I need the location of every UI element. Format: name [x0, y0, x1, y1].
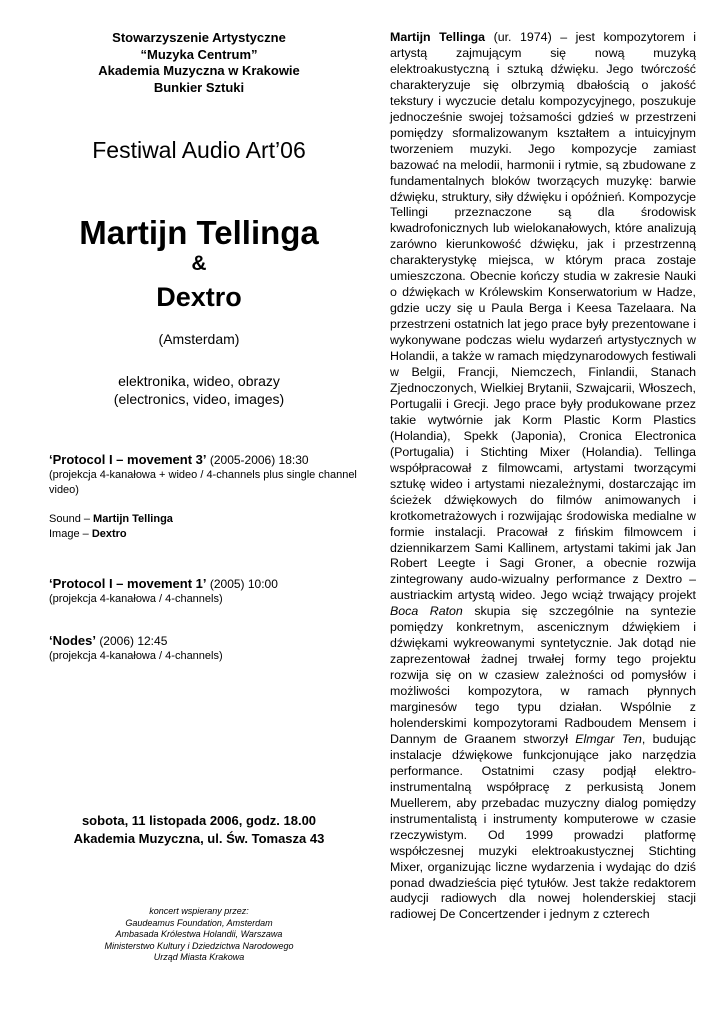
- work-details: (2005) 10:00: [209, 577, 278, 591]
- sound-name: Martijn Tellinga: [93, 513, 173, 525]
- work-title: ‘Protocol I – movement 3’: [49, 452, 207, 467]
- festival-title: Festiwal Audio Art’06: [92, 137, 306, 163]
- work-item: [49, 633, 358, 664]
- work-title: ‘Protocol I – movement 1’: [49, 576, 207, 591]
- organizers: [40, 30, 358, 96]
- genre: [40, 372, 358, 408]
- work-details: (2006) 12:45: [99, 634, 168, 648]
- right-column: [390, 30, 696, 923]
- genre-en: (electronics, video, images): [113, 391, 285, 407]
- sponsor: Ministerstwo Kultury i Dziedzictwa Narodowego: [104, 940, 294, 951]
- work-item: [49, 576, 358, 607]
- image-label: Image –: [49, 528, 92, 540]
- support-intro: koncert wspierany przez:: [149, 906, 249, 916]
- organizer-line: “Muzyka Centrum”: [140, 46, 258, 62]
- image-name: Dextro: [91, 528, 127, 540]
- sponsor: Gaudeamus Foundation, Amsterdam: [125, 917, 273, 928]
- credits: [49, 512, 358, 542]
- sponsor: Ambasada Królestwa Holandii, Warszawa: [115, 929, 283, 939]
- work-details: (2005-2006) 18:30: [209, 453, 309, 467]
- support-info: [40, 906, 358, 964]
- bio-project-title: Boca Raton: [390, 604, 463, 619]
- event-info: [40, 812, 358, 848]
- organizer-line: Bunkier Sztuki: [153, 79, 245, 95]
- left-column: [40, 30, 358, 964]
- event-date: sobota, 11 listopada 2006, godz. 18.00: [81, 813, 317, 828]
- sound-label: Sound –: [49, 513, 94, 525]
- work-item: [49, 452, 358, 542]
- organizer-line: Akademia Muzyczna w Krakowie: [98, 63, 300, 78]
- bio-text: skupia się szczególnie na syntezie pomiędzy konkretnym, ascenicznym dźwiękiem i dźwiękami wykreowanymi syntetycznie. Jak dotąd nie zaprezentował żadnej trwałej formy tego projektu rozwija się on w czasiew zależności od pomysłów i możliwości kompozytora, w ramach płynnych marginesów tego typu działan. Wspólnie z holenderskimi kompozytorami Radboudem Mensem i Dannym de Graanem stworzył: [390, 604, 697, 746]
- artist-secondary: Dextro: [156, 282, 242, 312]
- city: (Amsterdam): [158, 331, 240, 347]
- work-description: (projekcja 4-kanałowa / 4-channels): [49, 650, 223, 662]
- ampersand: &: [191, 252, 207, 275]
- sponsor: Urząd Miasta Krakowa: [153, 952, 245, 962]
- bio-project-title: Elmgar Ten: [575, 731, 642, 746]
- event-venue: Akademia Muzyczna, ul. Św. Tomasza 43: [73, 831, 325, 846]
- artist-primary: Martijn Tellinga: [79, 214, 319, 251]
- bio-text: , budując instalacje dźwiękowe funkcjonujące jako narzędzia performance. Ostatnimi czasy podjął elektro-instrumentalną współpracę z perkusistą Jonem Muellerem, aby przebadac muzyczny dialog pomiędzy instrumentalistą i instrumenty komputerowe w czasie rzeczywistym. Od 1999 prowadzi platformę współczesnej muzyki elektroakustycznej Stichting Mixer, organizując liczne wydarzenia i wydając do dziś ponad dwadzieścia pięć tytułów. Jest także redaktorem audycji radiowych dla nowej holenderskiej stacji radiowej De Concertzender i jednym z czterech: [390, 731, 696, 922]
- work-description: (projekcja 4-kanałowa / 4-channels): [49, 593, 223, 605]
- work-description: (projekcja 4-kanałowa + wideo / 4-channels plus single channel video): [49, 469, 357, 496]
- bio-name: Martijn Tellinga: [390, 30, 486, 44]
- genre-pl: elektronika, wideo, obrazy: [118, 373, 280, 389]
- biography: [390, 30, 696, 923]
- organizer-line: Stowarzyszenie Artystyczne: [112, 30, 286, 45]
- work-title: ‘Nodes’: [49, 633, 96, 648]
- bio-text: (ur. 1974) – jest kompozytorem i artystą zajmującym się nową muzyką elektroakustyczną i sztuką dźwięku. Jego twórczość charakteryzuje się olbrzymią dbałością o jakość tekstury i wyczucie detalu kompozycyjnego, poszukuje jednocześnie swojej tożsamości gdzieś w przestrzeni pomiędzy sformalizowanym kształtem a intuicyjnym tworzeniem muzyki. Jego kompozycje zamiast bazować na melodii, harmonii i rytmie, są zbudowane z fundamentalnych bloków tworzących muzykę: barwie dźwięku, struktury, siły dźwięku i opóźnień. Kompozycje Tellingi przeznaczone są dla środowisk kwadrofonicznych lub wielokanałowych, które analizują zarówno kierunkowość dźwięku, jak i przestrzenną charakterystykę miejsca, w którym praca zostaje umieszczona. Obecnie kończy studia w zakresie Nauki o dźwiękach w Królewskim Konserwatorium w Hadze, gdzie uczy się u Paula Berga i Keesa Tazelaara. Na przestrzeni ostatnich lat jego prace były prezentowane i wykonywane podczas wielu wydarzeń artystycznych w Holandii, a także w ramach międzynarodowych festiwali w Belgii, Francji, Niemczech, Finlandii, Stanach Zjednoczonych, Wielkiej Brytanii, Szwajcarii, Włoszech, Portugalii i Grecji. Jego prace były produkowane przez takie wytwórnie jak Korm Plastic Korm Plastics (Holandia), Spekk (Japonia), Cronica Electronica (Portugalia) i Stichting Mixer (Holandia). Tellinga współpracował z filmowcami, artystami tworzącymi sztukę wideo i artystami niezależnymi, dostarczając im ścieżek dźwiękowych do filmów animowanych i krotkometrażowych i rozwijając środowiska medialne w formie instalacji. Pracował z fińskim filmowcem i dziennikarzem Sami Kallinem, artystami takimi jak Jan Robert Leegte i Sagi Groner, a obecnie rozwija zintegrowany audo-wizualny performance z Dextro – austriackim artystą wideo. Jego wciąż trwający projekt: [390, 30, 696, 603]
